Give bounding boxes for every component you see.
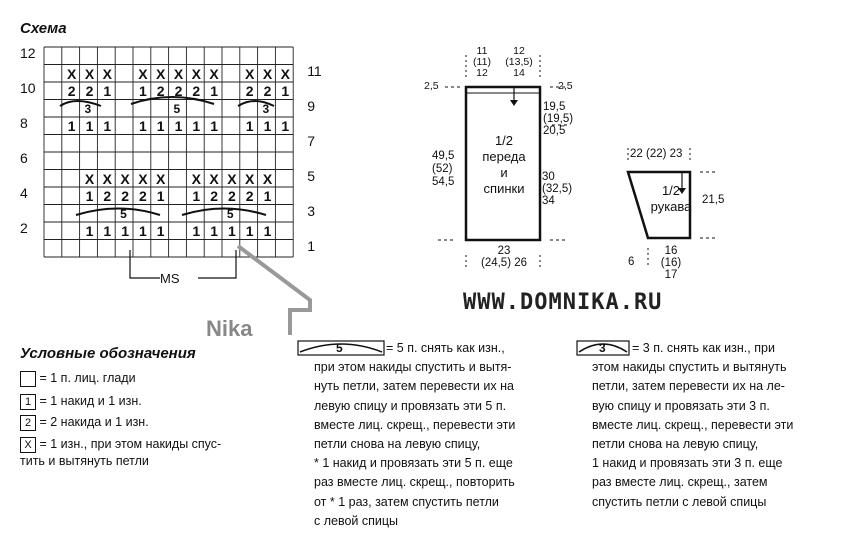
chart-cell: X (191, 65, 201, 82)
row-number-right: 5 (307, 167, 315, 184)
note-line: * 1 накид и провязать эти 5 п. еще (314, 456, 513, 471)
chart-cell: X (280, 65, 290, 82)
chart-cell: 1 (85, 118, 94, 134)
note-line: от * 1 раз, затем спустить петли (314, 494, 499, 509)
legend-symbol-x: X (20, 437, 36, 453)
chart-cell: 1 (192, 118, 201, 134)
chart-cell: 2 (139, 188, 147, 204)
chart-cell: X (84, 65, 95, 82)
sleeve-cuff: 6 (628, 256, 635, 268)
chart-cell: X (209, 170, 219, 187)
row-number-right: 9 (307, 97, 315, 114)
legend-symbol-1: 1 (20, 394, 36, 410)
chart-cell: 2 (245, 83, 254, 99)
note5-symbol: 5 (336, 341, 343, 355)
note-line: петли снова на левую спицу, (314, 437, 481, 452)
chart-cell: 1 (228, 223, 236, 239)
chart-cell: X (191, 170, 201, 187)
chart-cell: 1 (263, 223, 272, 239)
arc-3-left (60, 101, 101, 106)
chart-cell: X (67, 65, 77, 82)
row-number-right: 1 (307, 237, 315, 254)
body-top-left: 11 (11) 12 (473, 45, 491, 79)
neck-arrowhead (510, 100, 518, 106)
note-line: раз вместе лиц. скрещ., затем (592, 475, 768, 490)
chart-cell: 1 (156, 223, 165, 239)
row-number-right: 3 (307, 202, 315, 219)
chart-cell: 1 (210, 118, 218, 134)
chart-cell: 1 (281, 118, 290, 134)
chart-cell: X (227, 170, 237, 187)
chart-cell: X (138, 170, 148, 187)
chart-cell: 1 (67, 118, 76, 134)
chart-cell: X (262, 65, 273, 82)
chart-cell: 1 (263, 118, 272, 134)
chart-cell: 2 (245, 188, 254, 204)
chart-cell: 1 (139, 223, 147, 239)
legend-item-2: 2 = 2 накида и 1 изн. (20, 414, 149, 431)
note3-text (592, 339, 793, 512)
note-line: петли снова на левую спицу, (592, 437, 759, 452)
sleeve-bottom: 16 (16) 17 (660, 245, 682, 281)
chart-cell: 1 (210, 223, 218, 239)
repeat-label: MS (160, 271, 180, 286)
chart-cell: X (262, 170, 273, 187)
note-line: вместе лиц. скрещ., перевести эти (592, 417, 794, 432)
ms-bracket (130, 250, 236, 278)
chart-cell: 1 (281, 83, 290, 99)
chart-cell: X (156, 65, 166, 82)
chart-cell: X (84, 170, 95, 187)
note-line: вую спицу и провязать эти 3 п. (592, 398, 770, 413)
chart-cell: 2 (156, 83, 165, 99)
chart-cell: X (156, 170, 166, 187)
body-length-left: 49,5 (52) 54,5 (432, 150, 455, 188)
site-watermark: WWW.DOMNIKA.RU (463, 290, 663, 315)
legend-title: Условные обозначения (20, 345, 196, 362)
row-number-left: 6 (20, 150, 28, 166)
chart-cell: X (245, 65, 255, 82)
chart-group-number: 5 (120, 206, 127, 221)
arc-5-right (182, 209, 266, 216)
body-shoulder: 19,5 (19,5) 20,5 (543, 101, 574, 137)
body-top-right: 12 (13,5) 14 (505, 45, 533, 79)
chart-cell: 1 (192, 223, 201, 239)
chart-cell: 1 (121, 223, 129, 239)
row-number-left: 10 (20, 80, 36, 96)
chart-cell: X (120, 170, 130, 187)
chart-cell: 1 (103, 118, 112, 134)
note-line: = 3 п. снять как изн., при (632, 341, 775, 355)
legend-symbol-plain (20, 371, 36, 387)
chart-title: Схема (20, 20, 67, 37)
chart-cell: 2 (174, 83, 183, 99)
chart-cell: X (102, 170, 112, 187)
chart-cell: X (138, 65, 148, 82)
sleeve-center-label: 1/2 рукава (650, 183, 692, 214)
chart-cell: 1 (139, 83, 147, 99)
author-watermark: Nika (206, 316, 253, 341)
note-line: нуть петли, затем перевести их на (314, 379, 514, 394)
note3-symbol: 3 (599, 341, 606, 355)
row-number-right: 7 (307, 132, 315, 149)
legend-item-1: 1 = 1 накид и 1 изн. (20, 393, 142, 410)
chart-cell: 1 (103, 83, 112, 99)
body-length-right: 30 (32,5) 34 (542, 171, 573, 207)
chart-cell: X (102, 65, 112, 82)
legend-item-x: X = 1 изн., при этом накиды спус- тить и вытянуть петли (20, 437, 222, 468)
chart-cell: 2 (192, 83, 201, 99)
chart-cell: 1 (85, 223, 94, 239)
note-line: этом накиды спустить и вытянуть (592, 360, 787, 375)
chart-cell: 1 (192, 188, 201, 204)
body-side-right: 2,5 (558, 80, 573, 92)
chart-cell: 2 (121, 188, 129, 204)
chart-group-number: 5 (226, 206, 234, 221)
row-number-right: 11 (307, 62, 322, 79)
note-line: левую спицу и провязать эти 5 п. (314, 398, 507, 413)
note-line: вместе лиц. скрещ., перевести эти (314, 417, 516, 432)
chart-cell: 1 (245, 118, 254, 134)
chart-cell: X (245, 170, 255, 187)
chart-cell: 1 (85, 188, 94, 204)
body-side-left: 2,5 (424, 80, 439, 92)
note-line: раз вместе лиц. скрещ., повторить (314, 475, 515, 490)
legend-symbol-2: 2 (20, 415, 36, 431)
chart-cell: 1 (156, 188, 165, 204)
chart-cell: 2 (103, 188, 112, 204)
note-line: с левой спицы (314, 513, 399, 528)
chart-cell: 2 (67, 83, 76, 99)
sleeve-top: 22 (22) 23 (630, 148, 683, 160)
row-number-left: 2 (20, 220, 28, 236)
note-line: = 5 п. снять как изн., (386, 341, 505, 355)
arc-5-left (76, 209, 160, 216)
note5-text (314, 339, 515, 531)
chart-group-number: 5 (173, 101, 181, 116)
chart-cell: 2 (263, 83, 272, 99)
note-line: 1 накид и провязать эти 3 п. еще (592, 456, 783, 471)
chart-group-number: 3 (262, 101, 270, 116)
chart-cell: 1 (174, 118, 183, 134)
sleeve-height: 21,5 (702, 194, 725, 206)
chart-cell: 2 (210, 188, 218, 204)
legend-item-plain: = 1 п. лиц. глади (20, 370, 136, 387)
chart-group-number: 3 (84, 101, 92, 116)
chart-cell: 1 (156, 118, 165, 134)
note-line: при этом накиды спустить и вытя- (314, 360, 512, 375)
body-center-label: 1/2 переда и спинки (482, 133, 526, 196)
chart-cell: 1 (263, 188, 272, 204)
row-number-left: 4 (20, 185, 28, 201)
chart-cell: 2 (85, 83, 94, 99)
note-line: петли, затем перевести их на ле- (592, 379, 785, 394)
chart-cell: X (173, 65, 184, 82)
body-bottom: 23 (24,5) 26 (480, 245, 528, 269)
chart-cell: 1 (139, 118, 147, 134)
chart-cell: 1 (210, 83, 218, 99)
chart-cell: 2 (228, 188, 236, 204)
chart-cell: X (209, 65, 219, 82)
chart-cell: 1 (245, 223, 254, 239)
chart-cell: 1 (103, 223, 112, 239)
row-number-left: 8 (20, 115, 28, 131)
note-line: спустить петли с левой спицы (592, 494, 767, 509)
row-number-left: 12 (20, 45, 36, 61)
